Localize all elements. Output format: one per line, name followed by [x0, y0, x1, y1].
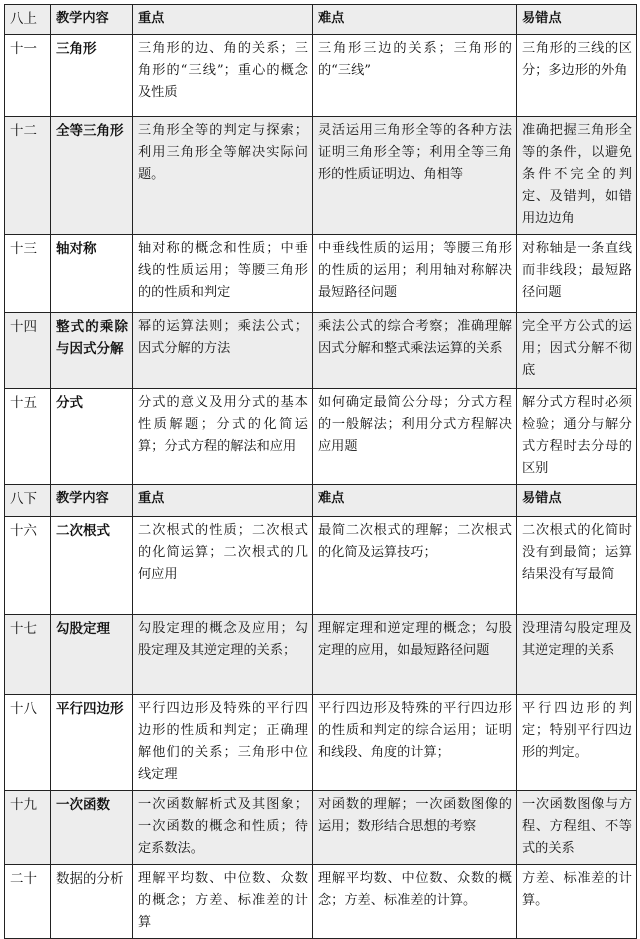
difficult-points: 中垂线性质的运用；等腰三角形的性质的运用；利用轴对称解决最短路径问题 — [313, 235, 517, 313]
grade-label: 八下 — [5, 485, 51, 517]
error-points: 对称轴是一条直线而非线段；最短路径问题 — [517, 235, 637, 313]
topic-name: 轴对称 — [51, 235, 133, 313]
table-row — [5, 517, 637, 615]
key-points: 一次函数解析式及其图象；一次函数的概念和性质；待定系数法。 — [133, 791, 313, 865]
table-row — [5, 615, 637, 695]
topic-name: 平行四边形 — [51, 695, 133, 791]
header-row-bottom — [5, 485, 637, 517]
key-points: 理解平均数、中位数、众数的概念；方差、标准差的计算 — [133, 865, 313, 939]
header-row-top — [5, 5, 637, 35]
error-points: 方差、标准差的计算。 — [517, 865, 637, 939]
chapter-number: 十五 — [5, 389, 51, 485]
difficult-points: 理解定理和逆定理的概念；勾股定理的应用，如最短路径问题 — [313, 615, 517, 695]
topic-name: 一次函数 — [51, 791, 133, 865]
column-header-key: 重点 — [133, 5, 313, 35]
column-header-error: 易错点 — [517, 5, 637, 35]
difficult-points: 灵活运用三角形全等的各种方法证明三角形全等；利用全等三角形的性质证明边、角相等 — [313, 117, 517, 235]
error-points: 解分式方程时必须检验；通分与解分式方程时去分母的区别 — [517, 389, 637, 485]
column-header-key: 重点 — [133, 485, 313, 517]
table-row — [5, 865, 637, 939]
curriculum-table — [4, 4, 637, 939]
difficult-points: 对函数的理解；一次函数图像的运用；数形结合思想的考察 — [313, 791, 517, 865]
key-points: 勾股定理的概念及应用；勾股定理及其逆定理的关系； — [133, 615, 313, 695]
difficult-points: 平行四边形及特殊的平行四边形的性质和判定的综合运用；证明和线段、角度的计算； — [313, 695, 517, 791]
column-header-difficult: 难点 — [313, 485, 517, 517]
table-row — [5, 389, 637, 485]
topic-name: 勾股定理 — [51, 615, 133, 695]
key-points: 平行四边形及特殊的平行四边形的性质和判定；正确理解他们的关系；三角形中位线定理 — [133, 695, 313, 791]
difficult-points: 乘法公式的综合考察；准确理解因式分解和整式乘法运算的关系 — [313, 313, 517, 389]
topic-name: 数据的分析 — [51, 865, 133, 939]
chapter-number: 十四 — [5, 313, 51, 389]
chapter-number: 十八 — [5, 695, 51, 791]
chapter-number: 二十 — [5, 865, 51, 939]
error-points: 一次函数图像与方程、方程组、不等式的关系 — [517, 791, 637, 865]
error-points: 二次根式的化简时没有到最简；运算结果没有写最简 — [517, 517, 637, 615]
topic-name: 二次根式 — [51, 517, 133, 615]
table-row — [5, 695, 637, 791]
column-header-error: 易错点 — [517, 485, 637, 517]
topic-name: 整式的乘除与因式分解 — [51, 313, 133, 389]
key-points: 轴对称的概念和性质；中垂线的性质运用；等腰三角形的的性质和判定 — [133, 235, 313, 313]
table-row — [5, 35, 637, 117]
grade-label: 八上 — [5, 5, 51, 35]
table-row — [5, 313, 637, 389]
difficult-points: 理解平均数、中位数、众数的概念；方差、标准差的计算。 — [313, 865, 517, 939]
error-points: 没理清勾股定理及其逆定理的关系 — [517, 615, 637, 695]
key-points: 二次根式的性质；二次根式的化简运算；二次根式的几何应用 — [133, 517, 313, 615]
error-points: 完全平方公式的运用；因式分解不彻底 — [517, 313, 637, 389]
chapter-number: 十九 — [5, 791, 51, 865]
error-points: 三角形的三线的区分；多边形的外角 — [517, 35, 637, 117]
topic-name: 分式 — [51, 389, 133, 485]
key-points: 分式的意义及用分式的基本性质解题；分式的化简运算；分式方程的解法和应用 — [133, 389, 313, 485]
key-points: 三角形的边、角的关系；三角形的“三线”；重心的概念及性质 — [133, 35, 313, 117]
difficult-points: 如何确定最简公分母；分式方程的一般解法；利用分式方程解决应用题 — [313, 389, 517, 485]
chapter-number: 十六 — [5, 517, 51, 615]
key-points: 三角形全等的判定与探索；利用三角形全等解决实际问题。 — [133, 117, 313, 235]
chapter-number: 十一 — [5, 35, 51, 117]
key-points: 幂的运算法则；乘法公式；因式分解的方法 — [133, 313, 313, 389]
error-points: 准确把握三角形全等的条件，以避免条件不完全的判定、及错判，如错用边边角 — [517, 117, 637, 235]
table-row — [5, 117, 637, 235]
column-header-content: 教学内容 — [51, 485, 133, 517]
table-row — [5, 791, 637, 865]
column-header-content: 教学内容 — [51, 5, 133, 35]
topic-name: 全等三角形 — [51, 117, 133, 235]
chapter-number: 十二 — [5, 117, 51, 235]
chapter-number: 十三 — [5, 235, 51, 313]
column-header-difficult: 难点 — [313, 5, 517, 35]
table-row — [5, 235, 637, 313]
topic-name: 三角形 — [51, 35, 133, 117]
chapter-number: 十七 — [5, 615, 51, 695]
error-points: 平行四边形的判定；特别平行四边形的判定。 — [517, 695, 637, 791]
difficult-points: 最简二次根式的理解；二次根式的化简及运算技巧； — [313, 517, 517, 615]
difficult-points: 三角形三边的关系；三角形的的“三线” — [313, 35, 517, 117]
